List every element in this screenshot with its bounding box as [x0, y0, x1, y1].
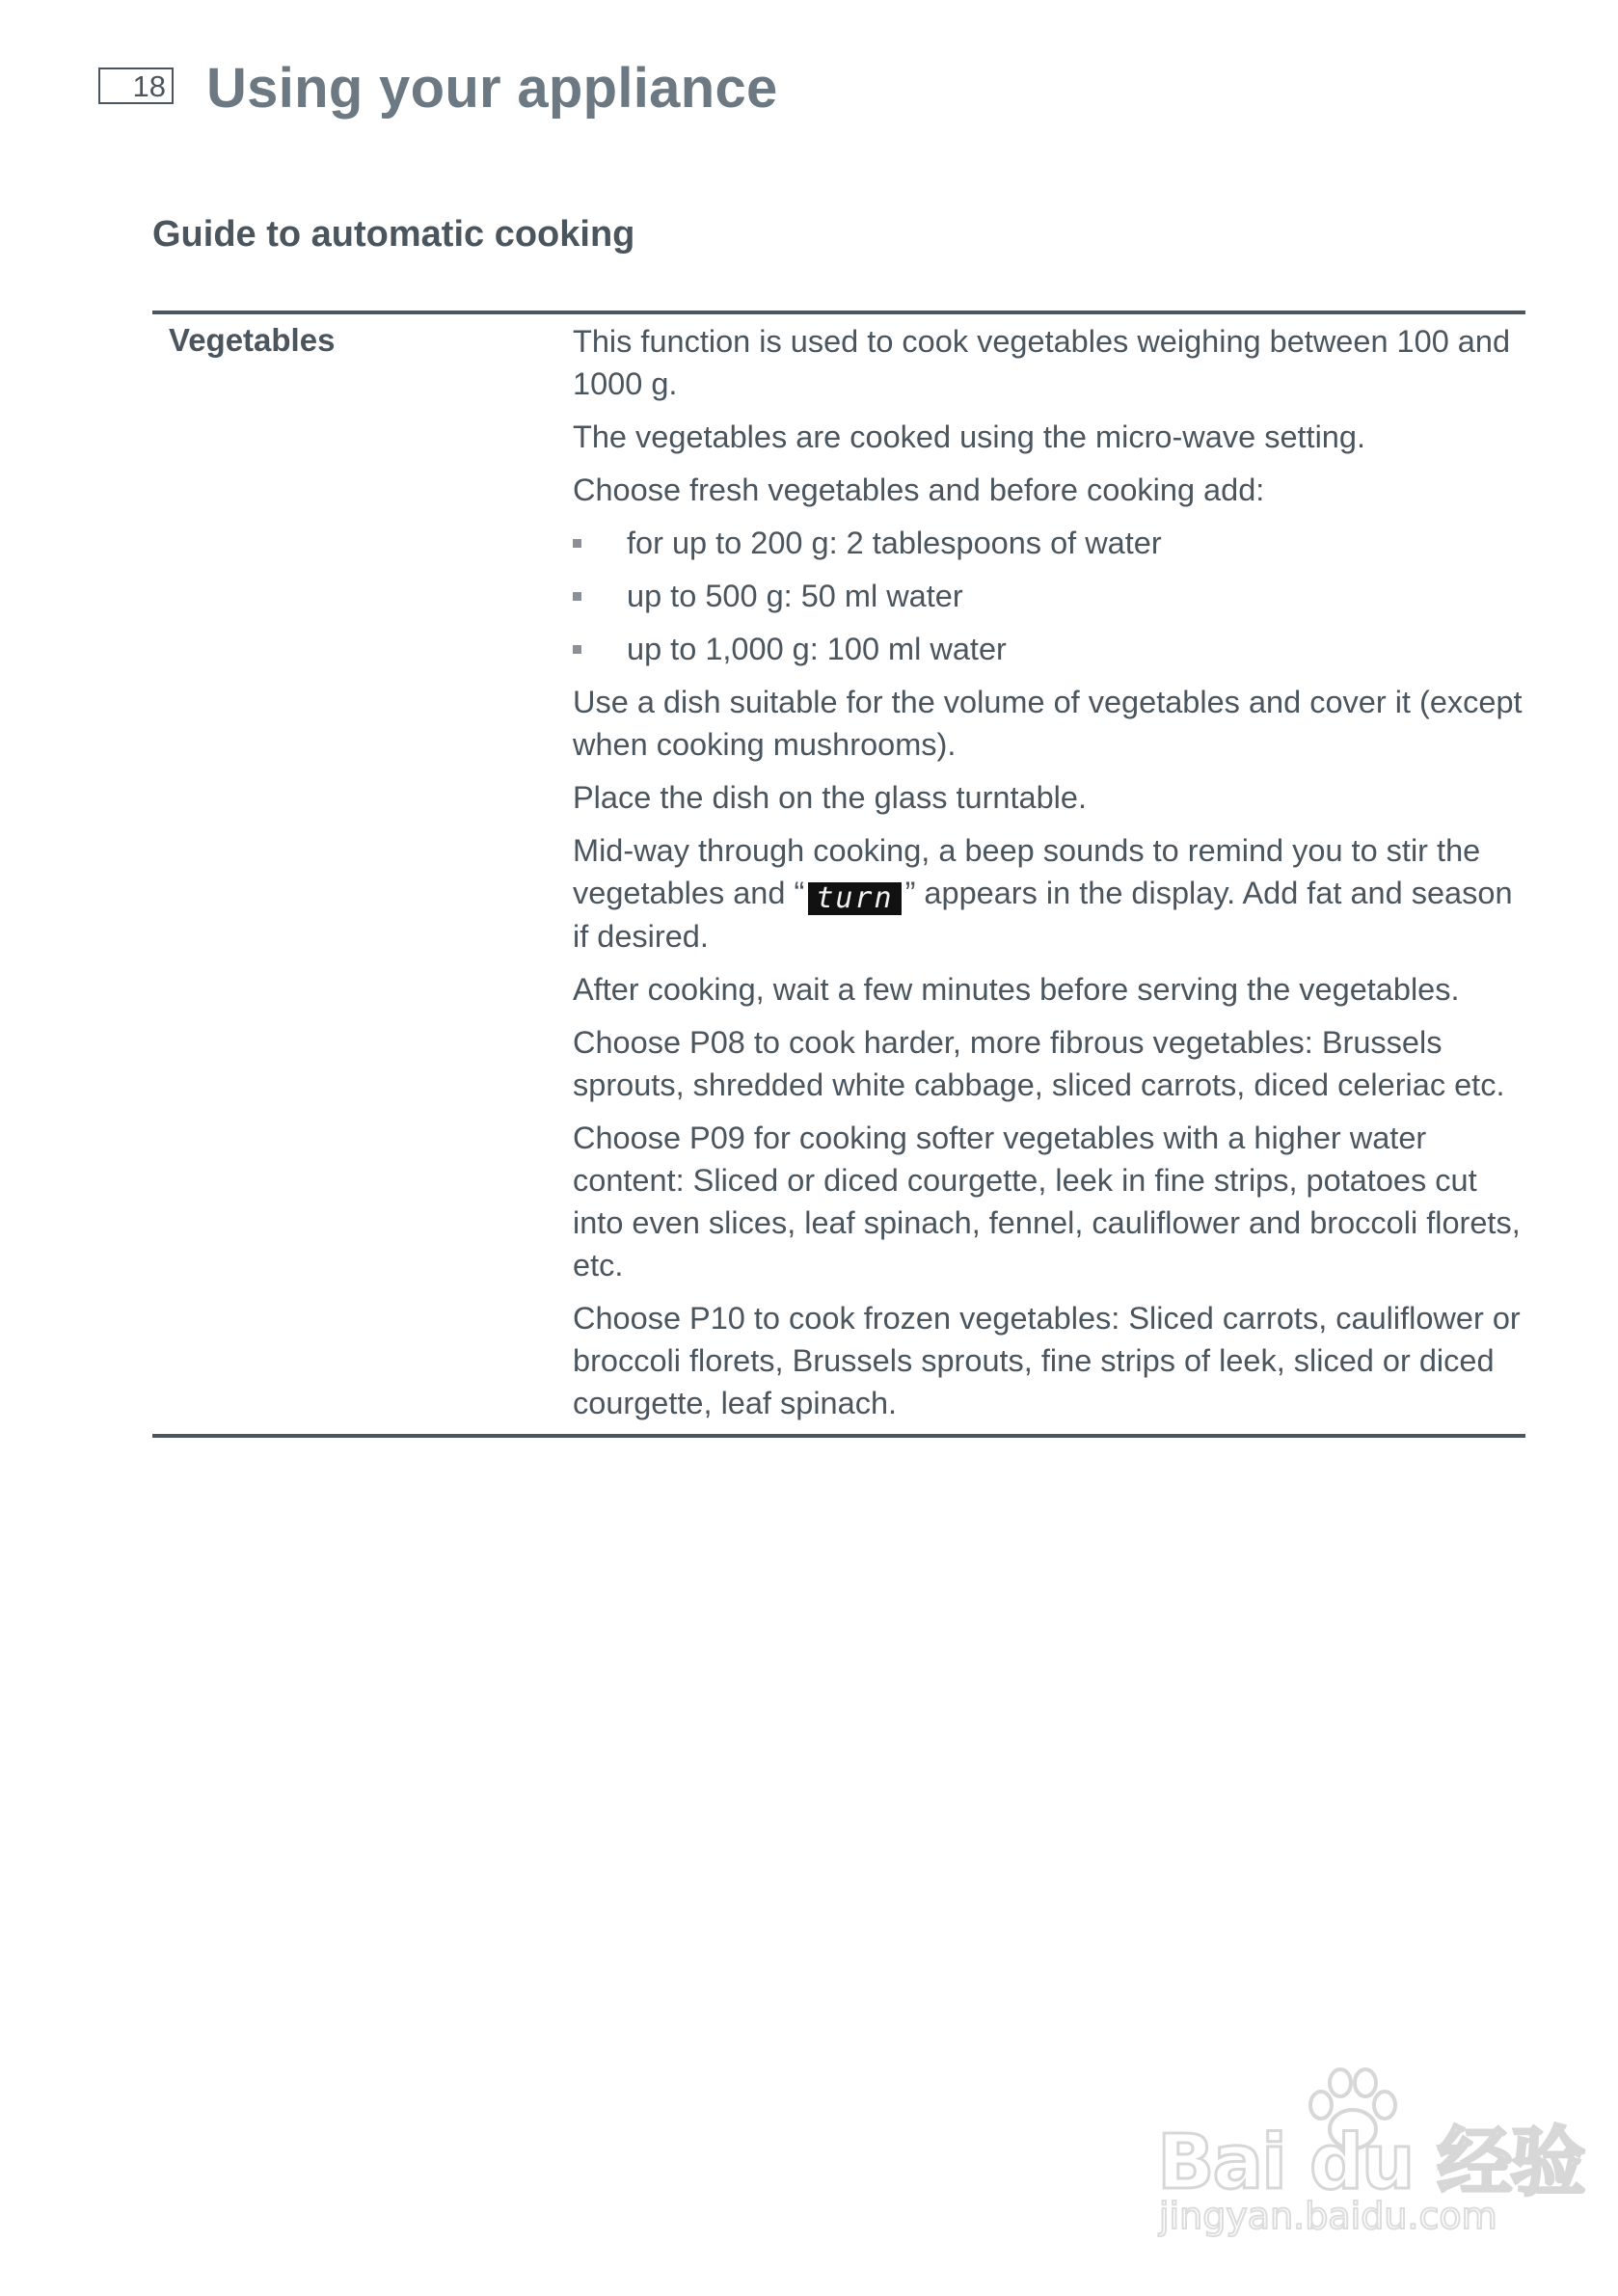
- paragraph-p08: Choose P08 to cook harder, more fibrous vegetables: Brussels sprouts, shredded white cabbage, sliced carrots, diced celeriac etc.: [573, 1025, 1505, 1102]
- watermark-url: jingyan.baidu.com: [1159, 2195, 1497, 2237]
- display-turn-indicator: turn: [808, 882, 901, 915]
- paragraph-dish: Use a dish suitable for the volume of vegetables and cover it (except when cooking mushrooms).: [573, 685, 1523, 762]
- paragraph-p10: Choose P10 to cook frozen vegetables: Sliced carrots, cauliflower or broccoli florets, Brussels sprouts, fine strips of leek, sliced or diced courgette, leaf spinach.: [573, 1301, 1521, 1420]
- table-top-rule: [152, 311, 1525, 314]
- paragraph-setting: The vegetables are cooked using the micro-wave setting.: [573, 419, 1365, 454]
- watermark-brand: Bai du 经验: [1157, 2120, 1584, 2206]
- paragraph-after-cooking: After cooking, wait a few minutes before serving the vegetables.: [573, 972, 1460, 1007]
- paragraph-turntable: Place the dish on the glass turntable.: [573, 780, 1087, 815]
- row-label-vegetables: Vegetables: [169, 322, 336, 358]
- paragraph-weight-range: This function is used to cook vegetables weighing between 100 and 1000 g.: [573, 324, 1511, 401]
- list-item: for up to 200 g: 2 tablespoons of water: [573, 522, 1524, 564]
- paragraph-p09: Choose P09 for cooking softer vegetables with a higher water content: Sliced or diced courgette, leek in fine strips, potatoes cut into even slices, leaf spinach, fennel, cauliflower and broccoli florets, etc.: [573, 1121, 1521, 1283]
- paragraph-before-cooking: Choose fresh vegetables and before cooking add:: [573, 473, 1265, 507]
- section-title: Guide to automatic cooking: [152, 214, 635, 255]
- baidu-watermark: [1146, 2062, 1584, 2245]
- square-bullet-icon: [573, 645, 581, 654]
- table-bottom-rule: [152, 1434, 1525, 1438]
- page-title: Using your appliance: [206, 57, 778, 120]
- list-item: up to 1,000 g: 100 ml water: [573, 628, 1524, 670]
- paragraph-midway: Mid-way through cooking, a beep sounds to remind you to stir the vegetables and “ turn ” appears in the display. Add fat and season if desired.: [573, 833, 1513, 954]
- water-amount-list: [573, 522, 1524, 670]
- square-bullet-icon: [573, 592, 581, 601]
- list-item: up to 500 g: 50 ml water: [573, 575, 1524, 617]
- square-bullet-icon: [573, 539, 581, 548]
- vegetables-description: [573, 320, 1524, 1435]
- page-number: 18: [98, 68, 174, 104]
